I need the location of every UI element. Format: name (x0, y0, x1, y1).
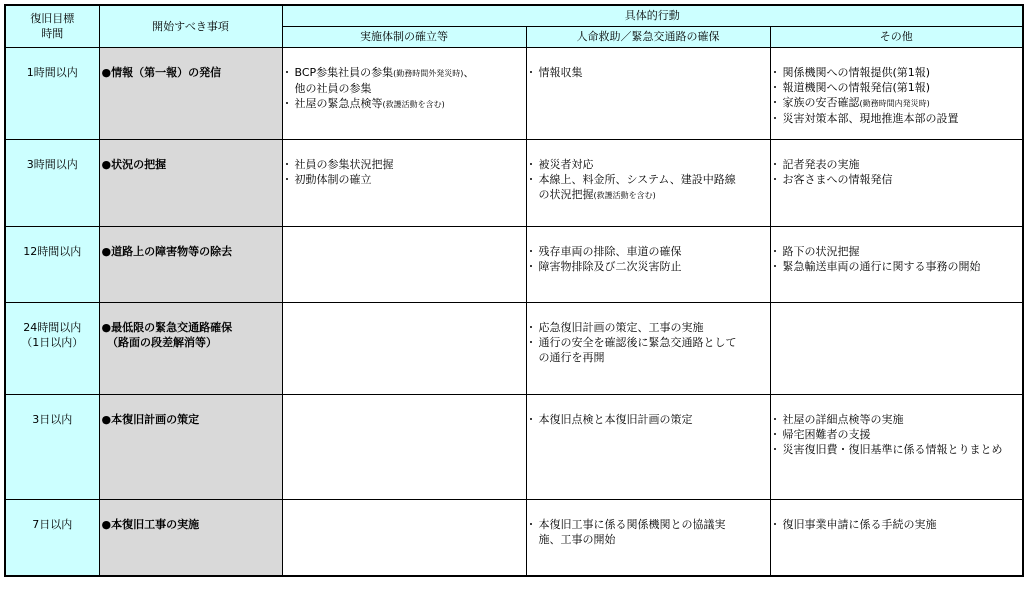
list-item-text: 通行の安全を確認後に緊急交通路として の通行を再開 (538, 335, 737, 364)
time-label: 1時間以内 (26, 65, 78, 79)
table-row (5, 139, 1023, 226)
list-item (773, 95, 1021, 111)
list-item-text: 本線上、料金所、システム、建設中路線 の状況把握 (538, 172, 736, 201)
list-item-text-cont: 、 他の社員の参集 (294, 65, 475, 95)
list-item (773, 259, 1021, 274)
list-item-text: お客さまへの情報発信 (782, 172, 893, 186)
start-item-label: ●本復旧計画の策定 (101, 412, 200, 426)
action-list (773, 517, 1021, 532)
table-row (5, 302, 1023, 394)
start-item-cell (99, 499, 282, 576)
list-item-note: (勤務時間外発災時) (393, 68, 464, 78)
list-item-text: 社屋の詳細点検等の実施 (782, 412, 904, 426)
action-cell-1 (282, 302, 526, 394)
list-item (773, 65, 1021, 80)
time-cell (5, 139, 99, 226)
start-item-cell (99, 139, 282, 226)
action-cell-1 (282, 226, 526, 302)
start-item-cell (99, 302, 282, 394)
start-item-cell (99, 47, 282, 139)
list-item (529, 517, 768, 547)
time-cell (5, 302, 99, 394)
list-item (529, 157, 768, 172)
action-list (529, 65, 768, 80)
header-concrete-label: 具体的行動 (624, 9, 680, 23)
header-sub-1-label: 実施体制の確立等 (360, 30, 448, 43)
table-row (5, 226, 1023, 302)
start-item-label: ●状況の把握 (101, 157, 167, 171)
time-label: 3時間以内 (26, 157, 78, 171)
time-cell (5, 47, 99, 139)
list-item (529, 412, 768, 427)
list-item (529, 320, 768, 335)
header-item-label: 開始すべき事項 (152, 19, 229, 33)
list-item-text: 記者発表の実施 (782, 157, 860, 171)
action-cell-3 (770, 499, 1023, 576)
start-item-label: ●最低限の緊急交通路確保 （路面の段差解消等） (101, 320, 233, 349)
header-time-label: 復旧目標 時間 (30, 12, 75, 41)
action-cell-1 (282, 499, 526, 576)
action-cell-3 (770, 394, 1023, 499)
start-item-label: ●道路上の障害物等の除去 (101, 244, 233, 258)
start-item-label: ●情報（第一報）の発信 (101, 65, 222, 79)
header-sub-2-label: 人命救助／緊急交通路の確保 (576, 30, 720, 43)
time-cell (5, 499, 99, 576)
action-cell-2 (526, 302, 770, 394)
list-item (529, 172, 768, 203)
action-cell-1 (282, 139, 526, 226)
header-concrete (282, 5, 1023, 26)
action-list (773, 157, 1021, 187)
list-item-text: BCP参集社員の参集 (294, 65, 394, 79)
header-item (99, 5, 282, 47)
time-label: 3日以内 (32, 412, 73, 426)
recovery-plan-sheet (4, 4, 1022, 585)
list-item (773, 172, 1021, 187)
time-label: 24時間以内 （1日以内） (21, 320, 84, 349)
time-label: 7日以内 (32, 517, 73, 531)
action-cell-2 (526, 47, 770, 139)
table-row (5, 394, 1023, 499)
action-list (773, 244, 1021, 274)
list-item-text: 障害物排除及び二次災害防止 (538, 259, 682, 273)
action-cell-3 (770, 47, 1023, 139)
list-item (773, 111, 1021, 126)
list-item (773, 157, 1021, 172)
action-cell-1 (282, 394, 526, 499)
list-item-text: 災害対策本部、現地推進本部の設置 (782, 111, 959, 125)
action-list (773, 65, 1021, 126)
list-item-text: 家族の安否確認 (782, 95, 860, 109)
list-item-text: 帰宅困難者の支援 (782, 427, 871, 441)
list-item-text: 本復旧工事に係る関係機関との協議実 施、工事の開始 (538, 517, 726, 546)
list-item (529, 65, 768, 80)
list-item-text: 復旧事業申請に係る手続の実施 (782, 517, 937, 531)
action-list (285, 65, 524, 112)
list-item-text: 緊急輸送車両の通行に関する事務の開始 (782, 259, 981, 273)
list-item-note: (勤務時間内発災時) (859, 98, 930, 108)
action-list (773, 412, 1021, 457)
action-cell-2 (526, 499, 770, 576)
list-item (773, 244, 1021, 259)
action-list (529, 517, 768, 547)
list-item-note: (救護活動を含む) (382, 99, 445, 109)
recovery-plan-table (4, 4, 1024, 577)
time-label: 12時間以内 (23, 244, 82, 258)
list-item-text: 報道機関への情報発信(第1報) (782, 80, 931, 94)
action-cell-2 (526, 226, 770, 302)
list-item (529, 244, 768, 259)
start-item-cell (99, 394, 282, 499)
list-item-text: 初動体制の確立 (294, 172, 372, 186)
list-item (773, 412, 1021, 427)
list-item (529, 335, 768, 365)
action-cell-1 (282, 47, 526, 139)
table-row (5, 47, 1023, 139)
action-cell-2 (526, 394, 770, 499)
list-item (773, 517, 1021, 532)
table-body (5, 47, 1023, 576)
list-item-text: 社員の参集状況把握 (294, 157, 394, 171)
list-item (285, 157, 524, 172)
list-item (285, 172, 524, 187)
list-item-text: 社屋の緊急点検等 (294, 96, 383, 110)
list-item-text: 残存車両の排除、車道の確保 (538, 244, 682, 258)
action-cell-3 (770, 226, 1023, 302)
time-cell (5, 226, 99, 302)
list-item-text: 応急復旧計画の策定、工事の実施 (538, 320, 704, 334)
list-item (285, 96, 524, 112)
list-item (773, 427, 1021, 442)
header-sub-3 (770, 26, 1023, 47)
action-list (529, 320, 768, 365)
list-item (285, 65, 524, 96)
list-item-text: 情報収集 (538, 65, 583, 79)
action-list (529, 244, 768, 274)
action-cell-2 (526, 139, 770, 226)
list-item-text: 関係機関への情報提供(第1報) (782, 65, 931, 79)
list-item-text: 本復旧点検と本復旧計画の策定 (538, 412, 693, 426)
header-time (5, 5, 99, 47)
header-sub-1 (282, 26, 526, 47)
list-item-text: 路下の状況把握 (782, 244, 860, 258)
list-item-note: (救護活動を含む) (593, 190, 656, 200)
action-list (529, 157, 768, 203)
action-list (529, 412, 768, 427)
list-item (773, 80, 1021, 95)
list-item (773, 442, 1021, 457)
start-item-cell (99, 226, 282, 302)
list-item-text: 災害復旧費・復旧基準に係る情報とりまとめ (782, 442, 1003, 456)
time-cell (5, 394, 99, 499)
action-cell-3 (770, 139, 1023, 226)
start-item-label: ●本復旧工事の実施 (101, 517, 200, 531)
header-sub-3-label: その他 (879, 30, 913, 43)
header-sub-2 (526, 26, 770, 47)
table-row (5, 499, 1023, 576)
action-cell-3 (770, 302, 1023, 394)
list-item (529, 259, 768, 274)
action-list (285, 157, 524, 187)
list-item-text: 被災者対応 (538, 157, 594, 171)
